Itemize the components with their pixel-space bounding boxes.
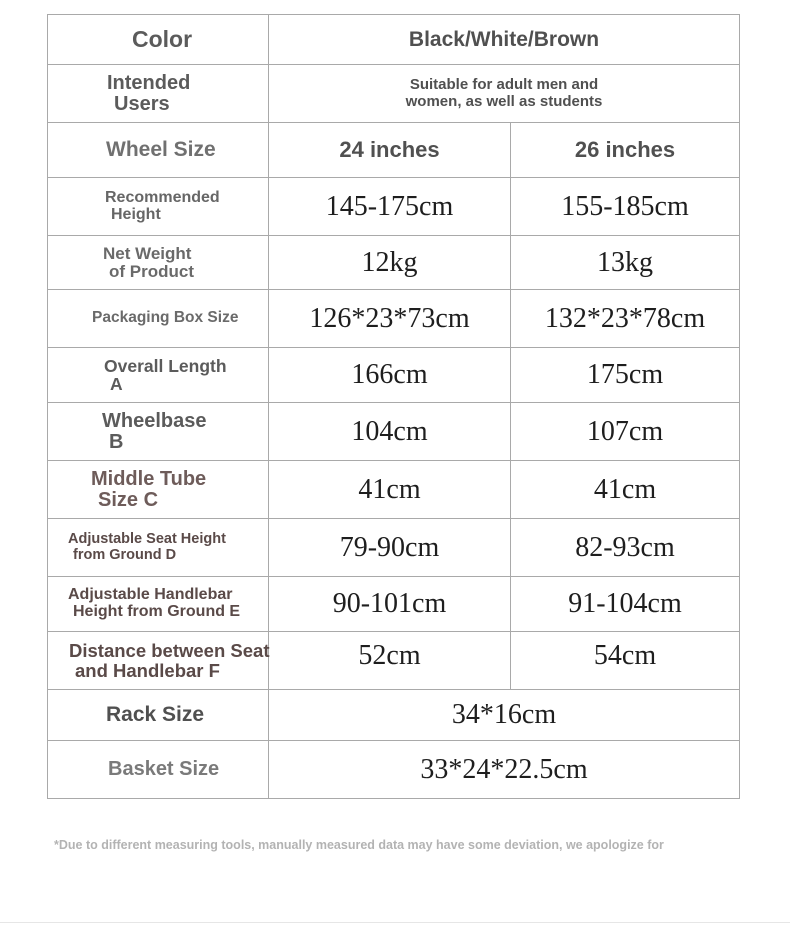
row-label-line2: Height <box>111 205 161 223</box>
rack-size-label-cell <box>48 690 269 741</box>
rack-size-label: Rack Size <box>106 702 205 726</box>
footnote: *Due to different measuring tools, manually measured data may have some deviation, we apologize for <box>54 838 664 852</box>
row-label-cell <box>48 403 269 461</box>
table-row-middle-tube <box>48 461 740 519</box>
basket-size-value: 33*24*22.5cm <box>269 741 740 799</box>
value-24: 126*23*73cm <box>269 290 511 348</box>
table-row-recommended-height <box>48 178 740 236</box>
wheel-size-26: 26 inches <box>511 123 740 178</box>
table-row-wheelbase <box>48 403 740 461</box>
row-label-line2: and Handlebar F <box>75 659 220 681</box>
value-26: 82-93cm <box>511 519 740 577</box>
value-24: 41cm <box>269 461 511 519</box>
row-label-cell <box>48 348 269 403</box>
row-label-cell <box>48 577 269 632</box>
row-label-line1: Packaging Box Size <box>92 309 239 327</box>
row-label-line1: Adjustable Seat Height <box>68 531 226 548</box>
row-label-line2: A <box>110 374 123 394</box>
value-24: 52cm <box>269 632 511 690</box>
value-26: 13kg <box>511 236 740 290</box>
row-label-cell <box>48 632 269 690</box>
table-row-basket-size <box>48 741 740 799</box>
row-label-line1: Wheelbase <box>102 409 207 432</box>
value-24: 12kg <box>269 236 511 290</box>
row-label-line1: Recommended <box>105 188 220 206</box>
rack-size-value: 34*16cm <box>269 690 740 741</box>
value-26: 132*23*78cm <box>511 290 740 348</box>
value-26: 91-104cm <box>511 577 740 632</box>
color-label: Color <box>132 26 193 53</box>
spec-table <box>47 14 740 799</box>
row-label-line2: Height from Ground E <box>73 603 241 620</box>
table-row-overall-length <box>48 348 740 403</box>
row-label-line2: of Product <box>109 261 194 281</box>
row-label-line1: Middle Tube <box>91 467 207 490</box>
table-row-net-weight <box>48 236 740 290</box>
row-label-line1: Distance between Seat <box>69 640 270 662</box>
wheel-size-label: Wheel Size <box>106 137 216 161</box>
table-row-handlebar-height <box>48 577 740 632</box>
intended-users-value-line2: women, as well as students <box>405 92 603 110</box>
bottom-divider <box>0 922 790 923</box>
table-row-rack-size <box>48 690 740 741</box>
intended-users-label-line2: Users <box>114 92 170 115</box>
row-label-cell <box>48 178 269 236</box>
row-label-line2: Size C <box>98 488 159 511</box>
value-26: 107cm <box>511 403 740 461</box>
value-26: 54cm <box>511 632 740 690</box>
value-24: 166cm <box>269 348 511 403</box>
row-label-cell <box>48 236 269 290</box>
row-label-cell <box>48 290 269 348</box>
intended-users-label-line1: Intended <box>107 71 191 94</box>
value-24: 79-90cm <box>269 519 511 577</box>
row-label-line2: B <box>109 430 124 453</box>
table-row-seat-height <box>48 519 740 577</box>
value-24: 145-175cm <box>269 178 511 236</box>
color-value: Black/White/Brown <box>269 15 740 65</box>
table-row-color <box>48 15 740 65</box>
table-row-packaging-box-size <box>48 290 740 348</box>
color-label-cell <box>48 15 269 65</box>
table-row-wheel-size <box>48 123 740 178</box>
row-label-cell <box>48 461 269 519</box>
intended-users-value-line1: Suitable for adult men and <box>409 76 599 93</box>
table-row-intended-users <box>48 65 740 123</box>
intended-users-label-cell <box>48 65 269 123</box>
row-label-cell <box>48 519 269 577</box>
value-26: 175cm <box>511 348 740 403</box>
basket-size-label: Basket Size <box>108 758 220 780</box>
row-label-line1: Adjustable Handlebar <box>68 586 233 604</box>
value-26: 41cm <box>511 461 740 519</box>
row-label-line1: Net Weight <box>103 243 192 263</box>
row-label-line1: Overall Length <box>104 355 227 376</box>
table-row-seat-handlebar-distance <box>48 632 740 690</box>
intended-users-value-cell <box>269 65 740 123</box>
value-26: 155-185cm <box>511 178 740 236</box>
wheel-size-24: 24 inches <box>269 123 511 178</box>
row-label-line2: from Ground D <box>73 546 177 563</box>
value-24: 104cm <box>269 403 511 461</box>
basket-size-label-cell <box>48 741 269 799</box>
wheel-size-label-cell <box>48 123 269 178</box>
value-24: 90-101cm <box>269 577 511 632</box>
